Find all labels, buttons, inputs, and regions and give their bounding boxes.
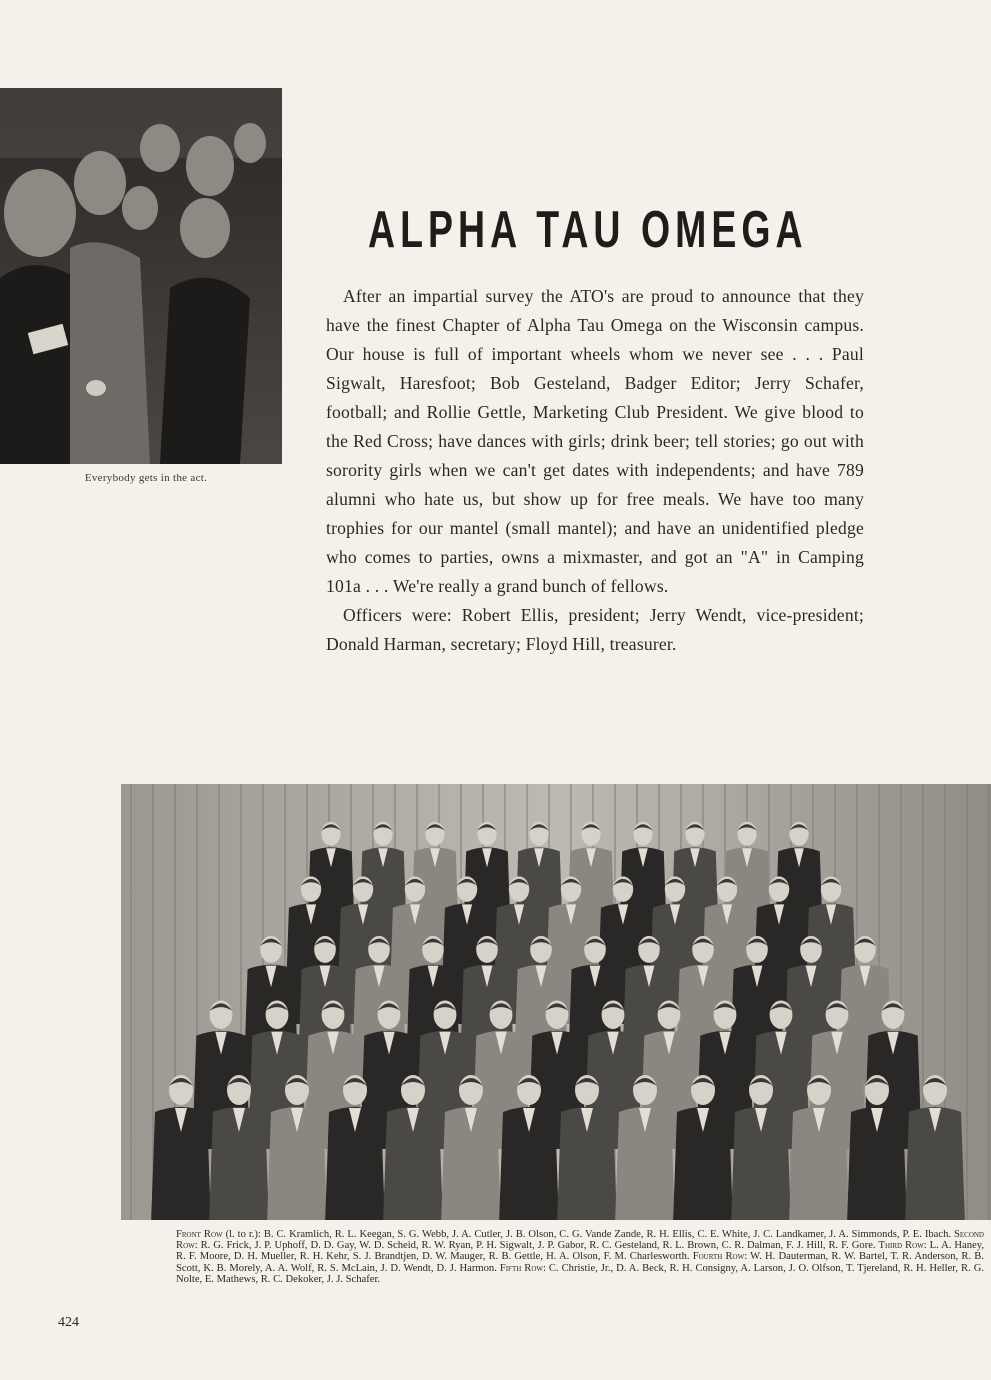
fourth-row-label: Fourth Row <box>692 1251 745 1263</box>
page-title: ALPHA TAU OMEGA <box>368 201 808 259</box>
third-row-label: Third Row <box>878 1240 924 1252</box>
third-row-names: : L. A. Haney, R. F. Moore, D. H. Mueller, R. H. Kehr, S. J. Brandtjen, D. W. Mauger, R. B. Gettle, H. A. Olson, F. M. Charlesworth. <box>176 1240 984 1263</box>
group-portrait-photo <box>121 784 991 1220</box>
page-number: 424 <box>58 1315 79 1330</box>
front-row-label: Front Row <box>176 1229 223 1240</box>
officers-paragraph: Officers were: Robert Ellis, president; Jerry Wendt, vice-president; Donald Harman, secretary; Floyd Hill, treasurer. <box>326 605 864 654</box>
group-photo-credits <box>176 1229 984 1285</box>
fifth-row-label: Fifth Row <box>499 1262 543 1274</box>
fifth-row-names: : C. Christie, Jr., D. A. Beck, R. H. Consigny, A. Larson, J. O. Olfson, T. Tjereland, R. H. Heller, R. G. Nolte, E. Mathews, R. C. Dekoker, J. J. Schafer. <box>176 1262 984 1285</box>
front-row-suffix: (l. to r.): <box>222 1229 264 1240</box>
article-paragraph: After an impartial survey the ATO's are proud to announce that they have the finest Chapter of Alpha Tau Omega on the Wisconsin campus. Our house is full of important wheels whom we never see . . . Paul Sigwalt, Haresfoot; Bob Gesteland, Badger Editor; Jerry Schafer, football; and Rollie Gettle, Marketing Club President. We give blood to the Red Cross; have dances with girls; drink beer; tell stories; go out with sorority girls when we can't get dates with independents; and have 789 alumni who hate us, but show up for free meals. We have too many trophies for our mantel (small mantel); and have an unidentified pledge who comes to parties, owns a mixmaster, and got an "A" in Camping 101a . . . We're really a grand bunch of fellows. <box>326 286 864 596</box>
fourth-row-names: : W. H. Dauterman, R. W. Bartel, T. R. Anderson, R. B. Scott, K. B. Morely, A. A. Wolf, R. S. McLain, J. D. Wendt, D. J. Harmon. <box>176 1251 984 1274</box>
second-row-names: : R. G. Frick, J. P. Uphoff, D. D. Gay, W. D. Scheid, R. W. Ryan, P. H. Sigwalt, J. P. Gabor, R. C. Gesteland, R. L. Brown, C. R. Dalman, F. J. Hill, R. F. Gore. <box>194 1240 879 1252</box>
photo-caption: Everybody gets in the act. <box>84 472 208 484</box>
article-body <box>326 282 864 659</box>
front-row-names: B. C. Kramlich, R. L. Keegan, S. G. Webb, J. A. Cutler, J. B. Olson, C. G. Vande Zande, R. H. Ellis, C. E. White, J. C. Landkamer, J. A. Simmonds, P. E. Ibach. <box>263 1229 954 1240</box>
candid-party-photo <box>0 88 282 464</box>
second-row-label: Second Row <box>176 1229 984 1252</box>
